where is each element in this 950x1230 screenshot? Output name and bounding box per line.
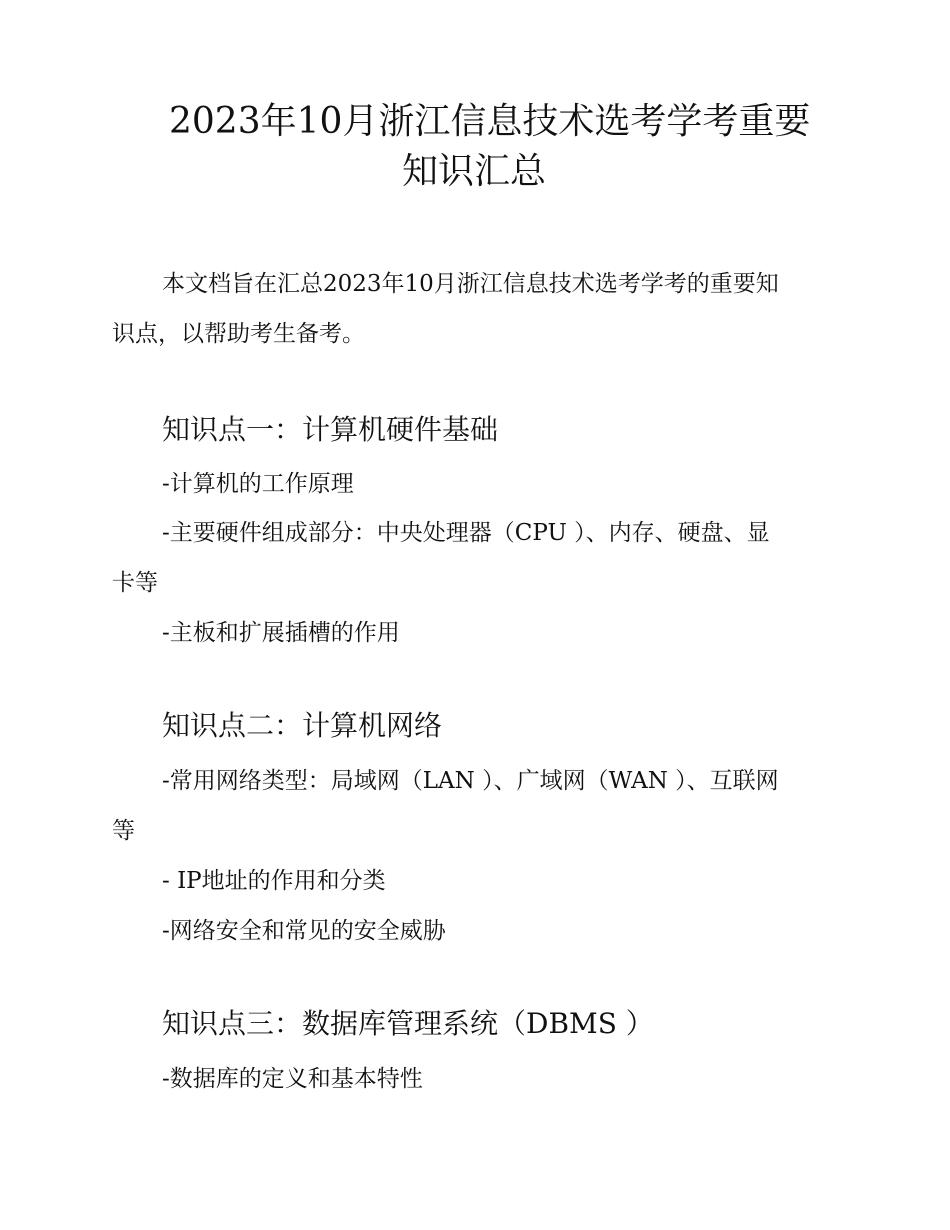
list-item: -计算机的工作原理 (162, 471, 354, 497)
section-heading-network: 知识点二：计算机网络 (162, 709, 443, 742)
document-title-line-2: 知识汇总 (402, 151, 547, 192)
list-item: -主板和扩展插槽的作用 (162, 620, 400, 646)
list-item: -常用网络类型：局域网（LAN ）、广域网（WAN ）、互联网 (162, 768, 779, 794)
section-heading-dbms: 知识点三：数据库管理系统（DBMS ） (162, 1007, 654, 1040)
list-item-continuation: 等 (112, 818, 135, 844)
list-item: - IP地址的作用和分类 (162, 868, 386, 894)
document-title-line-1: 2023年10月浙江信息技术选考学考重要 (169, 101, 811, 142)
section-heading-hardware: 知识点一：计算机硬件基础 (162, 413, 499, 446)
list-item: -数据库的定义和基本特性 (162, 1066, 423, 1092)
list-item: -主要硬件组成部分：中央处理器（CPU ）、内存、硬盘、显 (162, 520, 770, 546)
intro-paragraph-line-2: 识点，以帮助考生备考。 (112, 321, 365, 347)
list-item: -网络安全和常见的安全威胁 (162, 918, 446, 944)
list-item-continuation: 卡等 (112, 570, 158, 596)
intro-paragraph-line-1: 本文档旨在汇总2023年10月浙江信息技术选考学考的重要知 (162, 271, 779, 297)
